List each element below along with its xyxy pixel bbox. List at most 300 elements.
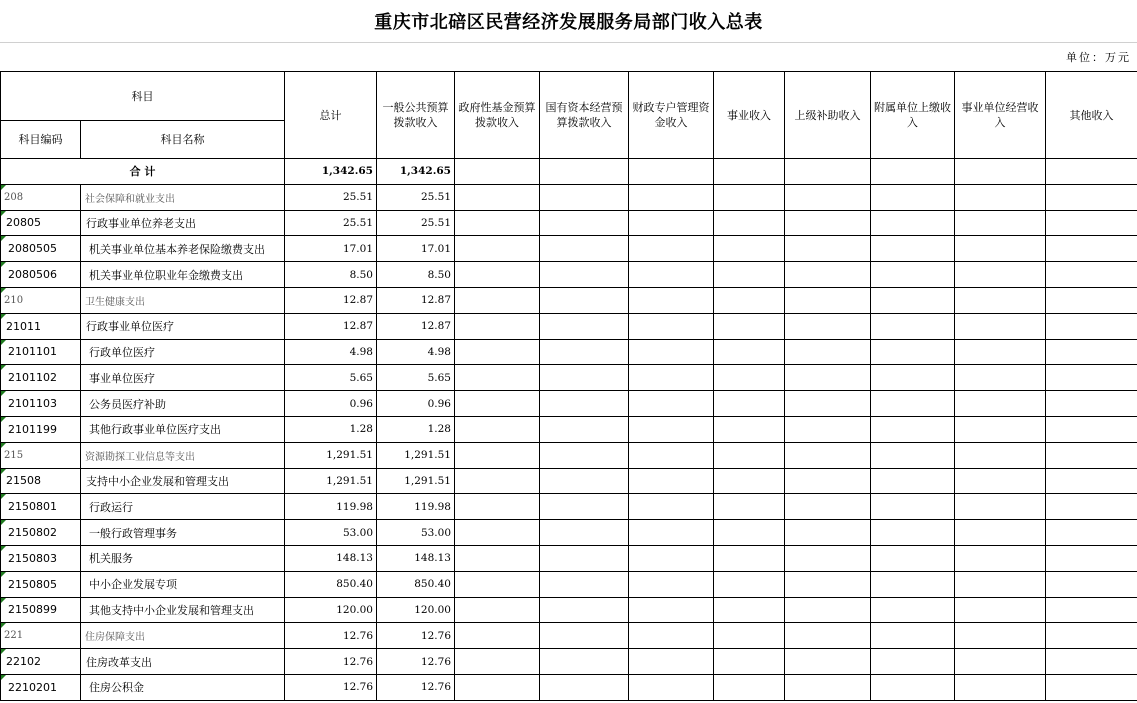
table-row xyxy=(1,184,1137,210)
row-empty-cell xyxy=(785,391,871,417)
row-name: 一般行政管理事务 xyxy=(81,520,285,546)
row-empty-cell xyxy=(785,649,871,675)
row-empty-cell xyxy=(871,313,955,339)
row-code: 21508 xyxy=(1,468,81,494)
page-title: 重庆市北碚区民营经济发展服务局部门收入总表 xyxy=(374,12,763,33)
row-empty-cell xyxy=(629,597,714,623)
row-empty-cell xyxy=(540,313,629,339)
row-general: 12.76 xyxy=(377,649,455,675)
row-name: 机关事业单位基本养老保险缴费支出 xyxy=(81,236,285,262)
row-empty-cell xyxy=(955,416,1046,442)
row-empty-cell xyxy=(955,468,1046,494)
row-empty-cell xyxy=(455,313,540,339)
row-empty-cell xyxy=(1046,649,1137,675)
row-empty-cell xyxy=(1046,520,1137,546)
row-empty-cell xyxy=(955,494,1046,520)
row-empty-cell xyxy=(871,520,955,546)
row-empty-cell xyxy=(955,571,1046,597)
row-empty-cell xyxy=(955,262,1046,288)
table-row xyxy=(1,649,1137,675)
row-empty-cell xyxy=(785,287,871,313)
row-code: 208 xyxy=(1,184,81,210)
row-name: 行政运行 xyxy=(81,494,285,520)
row-general: 25.51 xyxy=(377,210,455,236)
row-empty-cell xyxy=(629,416,714,442)
row-empty-cell xyxy=(455,391,540,417)
row-code: 20805 xyxy=(1,210,81,236)
row-empty-cell xyxy=(629,442,714,468)
row-empty-cell xyxy=(540,571,629,597)
table-row xyxy=(1,674,1137,700)
row-empty-cell xyxy=(785,236,871,262)
row-empty-cell xyxy=(714,339,785,365)
income-table xyxy=(0,71,1137,701)
row-total: 25.51 xyxy=(285,184,377,210)
row-empty-cell xyxy=(785,468,871,494)
row-empty-cell xyxy=(785,442,871,468)
row-empty-cell xyxy=(455,674,540,700)
cell-marker-icon xyxy=(1,391,6,396)
row-empty-cell xyxy=(714,649,785,675)
row-general: 12.87 xyxy=(377,313,455,339)
row-name: 机关事业单位职业年金缴费支出 xyxy=(81,262,285,288)
header-superior-subsidy: 上级补助收入 xyxy=(785,72,871,159)
cell-marker-icon xyxy=(1,675,6,680)
table-row xyxy=(1,520,1137,546)
row-empty-cell xyxy=(785,597,871,623)
cell-marker-icon xyxy=(1,598,6,603)
row-code: 21011 xyxy=(1,313,81,339)
row-name: 卫生健康支出 xyxy=(81,287,285,313)
row-empty-cell xyxy=(455,649,540,675)
row-empty-cell xyxy=(714,236,785,262)
row-empty-cell xyxy=(785,674,871,700)
row-name: 支持中小企业发展和管理支出 xyxy=(81,468,285,494)
row-empty-cell xyxy=(455,262,540,288)
row-empty-cell xyxy=(955,623,1046,649)
table-row xyxy=(1,365,1137,391)
row-total: 8.50 xyxy=(285,262,377,288)
row-code: 2101199 xyxy=(1,416,81,442)
header-affiliated-turnover: 附属单位上缴收入 xyxy=(871,72,955,159)
row-empty-cell xyxy=(955,674,1046,700)
row-empty-cell xyxy=(1046,674,1137,700)
table-row xyxy=(1,545,1137,571)
cell-marker-icon xyxy=(1,211,6,216)
row-empty-cell xyxy=(629,236,714,262)
row-empty-cell xyxy=(714,313,785,339)
row-empty-cell xyxy=(871,210,955,236)
cell-marker-icon xyxy=(1,546,6,551)
row-name: 社会保障和就业支出 xyxy=(81,184,285,210)
row-empty-cell xyxy=(871,391,955,417)
row-total: 850.40 xyxy=(285,571,377,597)
row-empty-cell xyxy=(455,210,540,236)
row-empty-cell xyxy=(714,674,785,700)
row-total: 0.96 xyxy=(285,391,377,417)
row-name: 行政事业单位医疗 xyxy=(81,313,285,339)
unit-label: 单位：万元 xyxy=(1066,51,1131,64)
row-total: 148.13 xyxy=(285,545,377,571)
row-empty-cell xyxy=(455,623,540,649)
cell-marker-icon xyxy=(1,417,6,422)
row-empty-cell xyxy=(871,339,955,365)
row-empty-cell xyxy=(1046,236,1137,262)
row-general: 119.98 xyxy=(377,494,455,520)
row-empty-cell xyxy=(455,339,540,365)
row-empty-cell xyxy=(629,391,714,417)
row-empty-cell xyxy=(455,597,540,623)
row-general: 12.87 xyxy=(377,287,455,313)
row-general: 1,291.51 xyxy=(377,442,455,468)
row-empty-cell xyxy=(714,262,785,288)
row-empty-cell xyxy=(714,571,785,597)
row-general: 148.13 xyxy=(377,545,455,571)
row-empty-cell xyxy=(540,339,629,365)
row-total: 25.51 xyxy=(285,210,377,236)
row-empty-cell xyxy=(540,210,629,236)
header-other-income: 其他收入 xyxy=(1046,72,1137,159)
row-empty-cell xyxy=(955,287,1046,313)
row-empty-cell xyxy=(955,597,1046,623)
row-empty-cell xyxy=(1046,365,1137,391)
row-empty-cell xyxy=(455,571,540,597)
cell-marker-icon xyxy=(1,469,6,474)
row-general: 5.65 xyxy=(377,365,455,391)
row-empty-cell xyxy=(629,210,714,236)
cell-marker-icon xyxy=(1,572,6,577)
row-empty-cell xyxy=(455,365,540,391)
row-empty-cell xyxy=(714,545,785,571)
row-total: 12.76 xyxy=(285,623,377,649)
row-general: 1,291.51 xyxy=(377,468,455,494)
header-row-1 xyxy=(1,72,1137,121)
row-empty-cell xyxy=(629,262,714,288)
table-row xyxy=(1,262,1137,288)
row-empty-cell xyxy=(540,287,629,313)
row-empty-cell xyxy=(1046,287,1137,313)
row-empty-cell xyxy=(871,674,955,700)
cell-marker-icon xyxy=(1,494,6,499)
table-row xyxy=(1,287,1137,313)
total-general: 1,342.65 xyxy=(377,159,455,185)
unit-bar xyxy=(0,43,1137,71)
row-empty-cell xyxy=(955,545,1046,571)
row-empty-cell xyxy=(1046,391,1137,417)
row-general: 120.00 xyxy=(377,597,455,623)
row-empty-cell xyxy=(955,442,1046,468)
row-total: 12.76 xyxy=(285,649,377,675)
row-empty-cell xyxy=(955,313,1046,339)
row-empty-cell xyxy=(785,262,871,288)
row-empty-cell xyxy=(540,623,629,649)
row-empty-cell xyxy=(540,262,629,288)
row-empty-cell xyxy=(1046,262,1137,288)
row-empty-cell xyxy=(714,468,785,494)
row-empty-cell xyxy=(540,545,629,571)
row-empty-cell xyxy=(871,365,955,391)
row-empty-cell xyxy=(871,262,955,288)
row-empty-cell xyxy=(629,520,714,546)
row-total: 12.87 xyxy=(285,287,377,313)
row-empty-cell xyxy=(1046,313,1137,339)
row-code: 2150899 xyxy=(1,597,81,623)
row-empty-cell xyxy=(955,210,1046,236)
row-empty-cell xyxy=(785,520,871,546)
row-total: 12.76 xyxy=(285,674,377,700)
table-row xyxy=(1,416,1137,442)
row-code: 2150803 xyxy=(1,545,81,571)
row-code: 2150805 xyxy=(1,571,81,597)
cell-marker-icon xyxy=(1,520,6,525)
row-empty-cell xyxy=(955,339,1046,365)
row-empty-cell xyxy=(871,442,955,468)
row-total: 12.87 xyxy=(285,313,377,339)
table-row xyxy=(1,468,1137,494)
row-total: 1.28 xyxy=(285,416,377,442)
row-empty-cell xyxy=(714,623,785,649)
row-empty-cell xyxy=(714,184,785,210)
cell-marker-icon xyxy=(1,236,6,241)
row-empty-cell xyxy=(629,674,714,700)
header-special-account: 财政专户管理资金收入 xyxy=(629,72,714,159)
row-empty-cell xyxy=(1046,545,1137,571)
cell-marker-icon xyxy=(1,288,6,293)
header-business-operation: 事业单位经营收入 xyxy=(955,72,1046,159)
row-general: 12.76 xyxy=(377,623,455,649)
row-empty-cell xyxy=(714,442,785,468)
row-empty-cell xyxy=(785,210,871,236)
row-empty-cell xyxy=(871,649,955,675)
row-empty-cell xyxy=(785,365,871,391)
row-general: 53.00 xyxy=(377,520,455,546)
row-empty-cell xyxy=(540,365,629,391)
row-total: 120.00 xyxy=(285,597,377,623)
row-empty-cell xyxy=(629,365,714,391)
row-name: 公务员医疗补助 xyxy=(81,391,285,417)
cell-marker-icon xyxy=(1,314,6,319)
row-empty-cell xyxy=(629,623,714,649)
row-empty-cell xyxy=(871,236,955,262)
row-code: 210 xyxy=(1,287,81,313)
row-empty-cell xyxy=(540,391,629,417)
row-code: 22102 xyxy=(1,649,81,675)
cell-marker-icon xyxy=(1,365,6,370)
title-bar xyxy=(0,0,1137,43)
header-subject-code: 科目编码 xyxy=(1,121,81,159)
row-empty-cell xyxy=(629,494,714,520)
total-row xyxy=(1,159,1137,185)
row-empty-cell xyxy=(629,649,714,675)
row-empty-cell xyxy=(629,313,714,339)
total-label: 合 计 xyxy=(1,159,285,185)
row-code: 215 xyxy=(1,442,81,468)
table-row xyxy=(1,339,1137,365)
header-subject: 科目 xyxy=(1,72,285,121)
table-row xyxy=(1,597,1137,623)
row-empty-cell xyxy=(871,184,955,210)
row-name: 事业单位医疗 xyxy=(81,365,285,391)
header-business-income: 事业收入 xyxy=(714,72,785,159)
row-code: 2101102 xyxy=(1,365,81,391)
cell-marker-icon xyxy=(1,185,6,190)
row-empty-cell xyxy=(540,520,629,546)
row-empty-cell xyxy=(1046,184,1137,210)
row-total: 1,291.51 xyxy=(285,468,377,494)
row-empty-cell xyxy=(785,623,871,649)
row-name: 住房改革支出 xyxy=(81,649,285,675)
row-total: 4.98 xyxy=(285,339,377,365)
row-empty-cell xyxy=(455,236,540,262)
row-name: 行政事业单位养老支出 xyxy=(81,210,285,236)
row-total: 1,291.51 xyxy=(285,442,377,468)
row-total: 53.00 xyxy=(285,520,377,546)
row-empty-cell xyxy=(955,236,1046,262)
table-row xyxy=(1,391,1137,417)
row-empty-cell xyxy=(785,416,871,442)
row-name: 其他支持中小企业发展和管理支出 xyxy=(81,597,285,623)
row-empty-cell xyxy=(955,391,1046,417)
row-empty-cell xyxy=(540,494,629,520)
row-empty-cell xyxy=(540,236,629,262)
row-empty-cell xyxy=(871,571,955,597)
row-empty-cell xyxy=(871,468,955,494)
row-empty-cell xyxy=(629,339,714,365)
row-empty-cell xyxy=(955,184,1046,210)
row-empty-cell xyxy=(871,494,955,520)
row-empty-cell xyxy=(629,184,714,210)
row-empty-cell xyxy=(629,287,714,313)
row-empty-cell xyxy=(871,545,955,571)
row-empty-cell xyxy=(871,287,955,313)
row-empty-cell xyxy=(540,468,629,494)
header-total: 总计 xyxy=(285,72,377,159)
row-name: 机关服务 xyxy=(81,545,285,571)
row-code: 2150801 xyxy=(1,494,81,520)
row-empty-cell xyxy=(714,597,785,623)
row-empty-cell xyxy=(785,494,871,520)
row-general: 25.51 xyxy=(377,184,455,210)
row-empty-cell xyxy=(1046,339,1137,365)
row-empty-cell xyxy=(1046,468,1137,494)
row-empty-cell xyxy=(540,184,629,210)
row-empty-cell xyxy=(540,597,629,623)
row-name: 资源勘探工业信息等支出 xyxy=(81,442,285,468)
row-empty-cell xyxy=(540,416,629,442)
row-empty-cell xyxy=(785,339,871,365)
row-empty-cell xyxy=(871,597,955,623)
row-empty-cell xyxy=(629,545,714,571)
row-name: 住房保障支出 xyxy=(81,623,285,649)
header-gov-fund: 政府性基金预算拨款收入 xyxy=(455,72,540,159)
row-empty-cell xyxy=(955,520,1046,546)
row-empty-cell xyxy=(1046,442,1137,468)
table-row xyxy=(1,494,1137,520)
table-row xyxy=(1,236,1137,262)
cell-marker-icon xyxy=(1,649,6,654)
cell-marker-icon xyxy=(1,443,6,448)
row-general: 1.28 xyxy=(377,416,455,442)
header-general-budget: 一般公共预算拨款收入 xyxy=(377,72,455,159)
row-empty-cell xyxy=(1046,623,1137,649)
row-general: 4.98 xyxy=(377,339,455,365)
table-row xyxy=(1,210,1137,236)
header-subject-name: 科目名称 xyxy=(81,121,285,159)
table-row xyxy=(1,623,1137,649)
row-empty-cell xyxy=(714,287,785,313)
row-empty-cell xyxy=(785,313,871,339)
table-row xyxy=(1,442,1137,468)
cell-marker-icon xyxy=(1,340,6,345)
row-name: 住房公积金 xyxy=(81,674,285,700)
row-empty-cell xyxy=(1046,571,1137,597)
total-total: 1,342.65 xyxy=(285,159,377,185)
row-empty-cell xyxy=(455,494,540,520)
row-empty-cell xyxy=(629,571,714,597)
row-general: 850.40 xyxy=(377,571,455,597)
row-empty-cell xyxy=(455,287,540,313)
row-empty-cell xyxy=(785,545,871,571)
row-total: 5.65 xyxy=(285,365,377,391)
row-general: 8.50 xyxy=(377,262,455,288)
row-empty-cell xyxy=(540,442,629,468)
row-empty-cell xyxy=(871,416,955,442)
row-empty-cell xyxy=(455,520,540,546)
row-empty-cell xyxy=(1046,416,1137,442)
row-empty-cell xyxy=(629,468,714,494)
row-empty-cell xyxy=(714,494,785,520)
row-empty-cell xyxy=(785,571,871,597)
row-code: 2210201 xyxy=(1,674,81,700)
row-name: 中小企业发展专项 xyxy=(81,571,285,597)
row-empty-cell xyxy=(955,365,1046,391)
row-empty-cell xyxy=(540,674,629,700)
row-general: 17.01 xyxy=(377,236,455,262)
row-total: 119.98 xyxy=(285,494,377,520)
row-code: 2080506 xyxy=(1,262,81,288)
header-state-capital: 国有资本经营预算拨款收入 xyxy=(540,72,629,159)
row-empty-cell xyxy=(714,520,785,546)
row-empty-cell xyxy=(455,442,540,468)
row-total: 17.01 xyxy=(285,236,377,262)
row-empty-cell xyxy=(455,184,540,210)
row-empty-cell xyxy=(955,649,1046,675)
row-empty-cell xyxy=(785,184,871,210)
row-empty-cell xyxy=(1046,494,1137,520)
row-empty-cell xyxy=(455,416,540,442)
row-empty-cell xyxy=(1046,210,1137,236)
row-empty-cell xyxy=(871,623,955,649)
cell-marker-icon xyxy=(1,262,6,267)
row-empty-cell xyxy=(714,365,785,391)
row-empty-cell xyxy=(540,649,629,675)
row-empty-cell xyxy=(714,391,785,417)
row-empty-cell xyxy=(455,545,540,571)
row-code: 2080505 xyxy=(1,236,81,262)
row-empty-cell xyxy=(455,468,540,494)
row-empty-cell xyxy=(714,210,785,236)
row-code: 2101101 xyxy=(1,339,81,365)
row-code: 221 xyxy=(1,623,81,649)
table-row xyxy=(1,571,1137,597)
row-name: 行政单位医疗 xyxy=(81,339,285,365)
row-empty-cell xyxy=(1046,597,1137,623)
row-code: 2101103 xyxy=(1,391,81,417)
row-general: 12.76 xyxy=(377,674,455,700)
table-row xyxy=(1,313,1137,339)
cell-marker-icon xyxy=(1,623,6,628)
row-code: 2150802 xyxy=(1,520,81,546)
